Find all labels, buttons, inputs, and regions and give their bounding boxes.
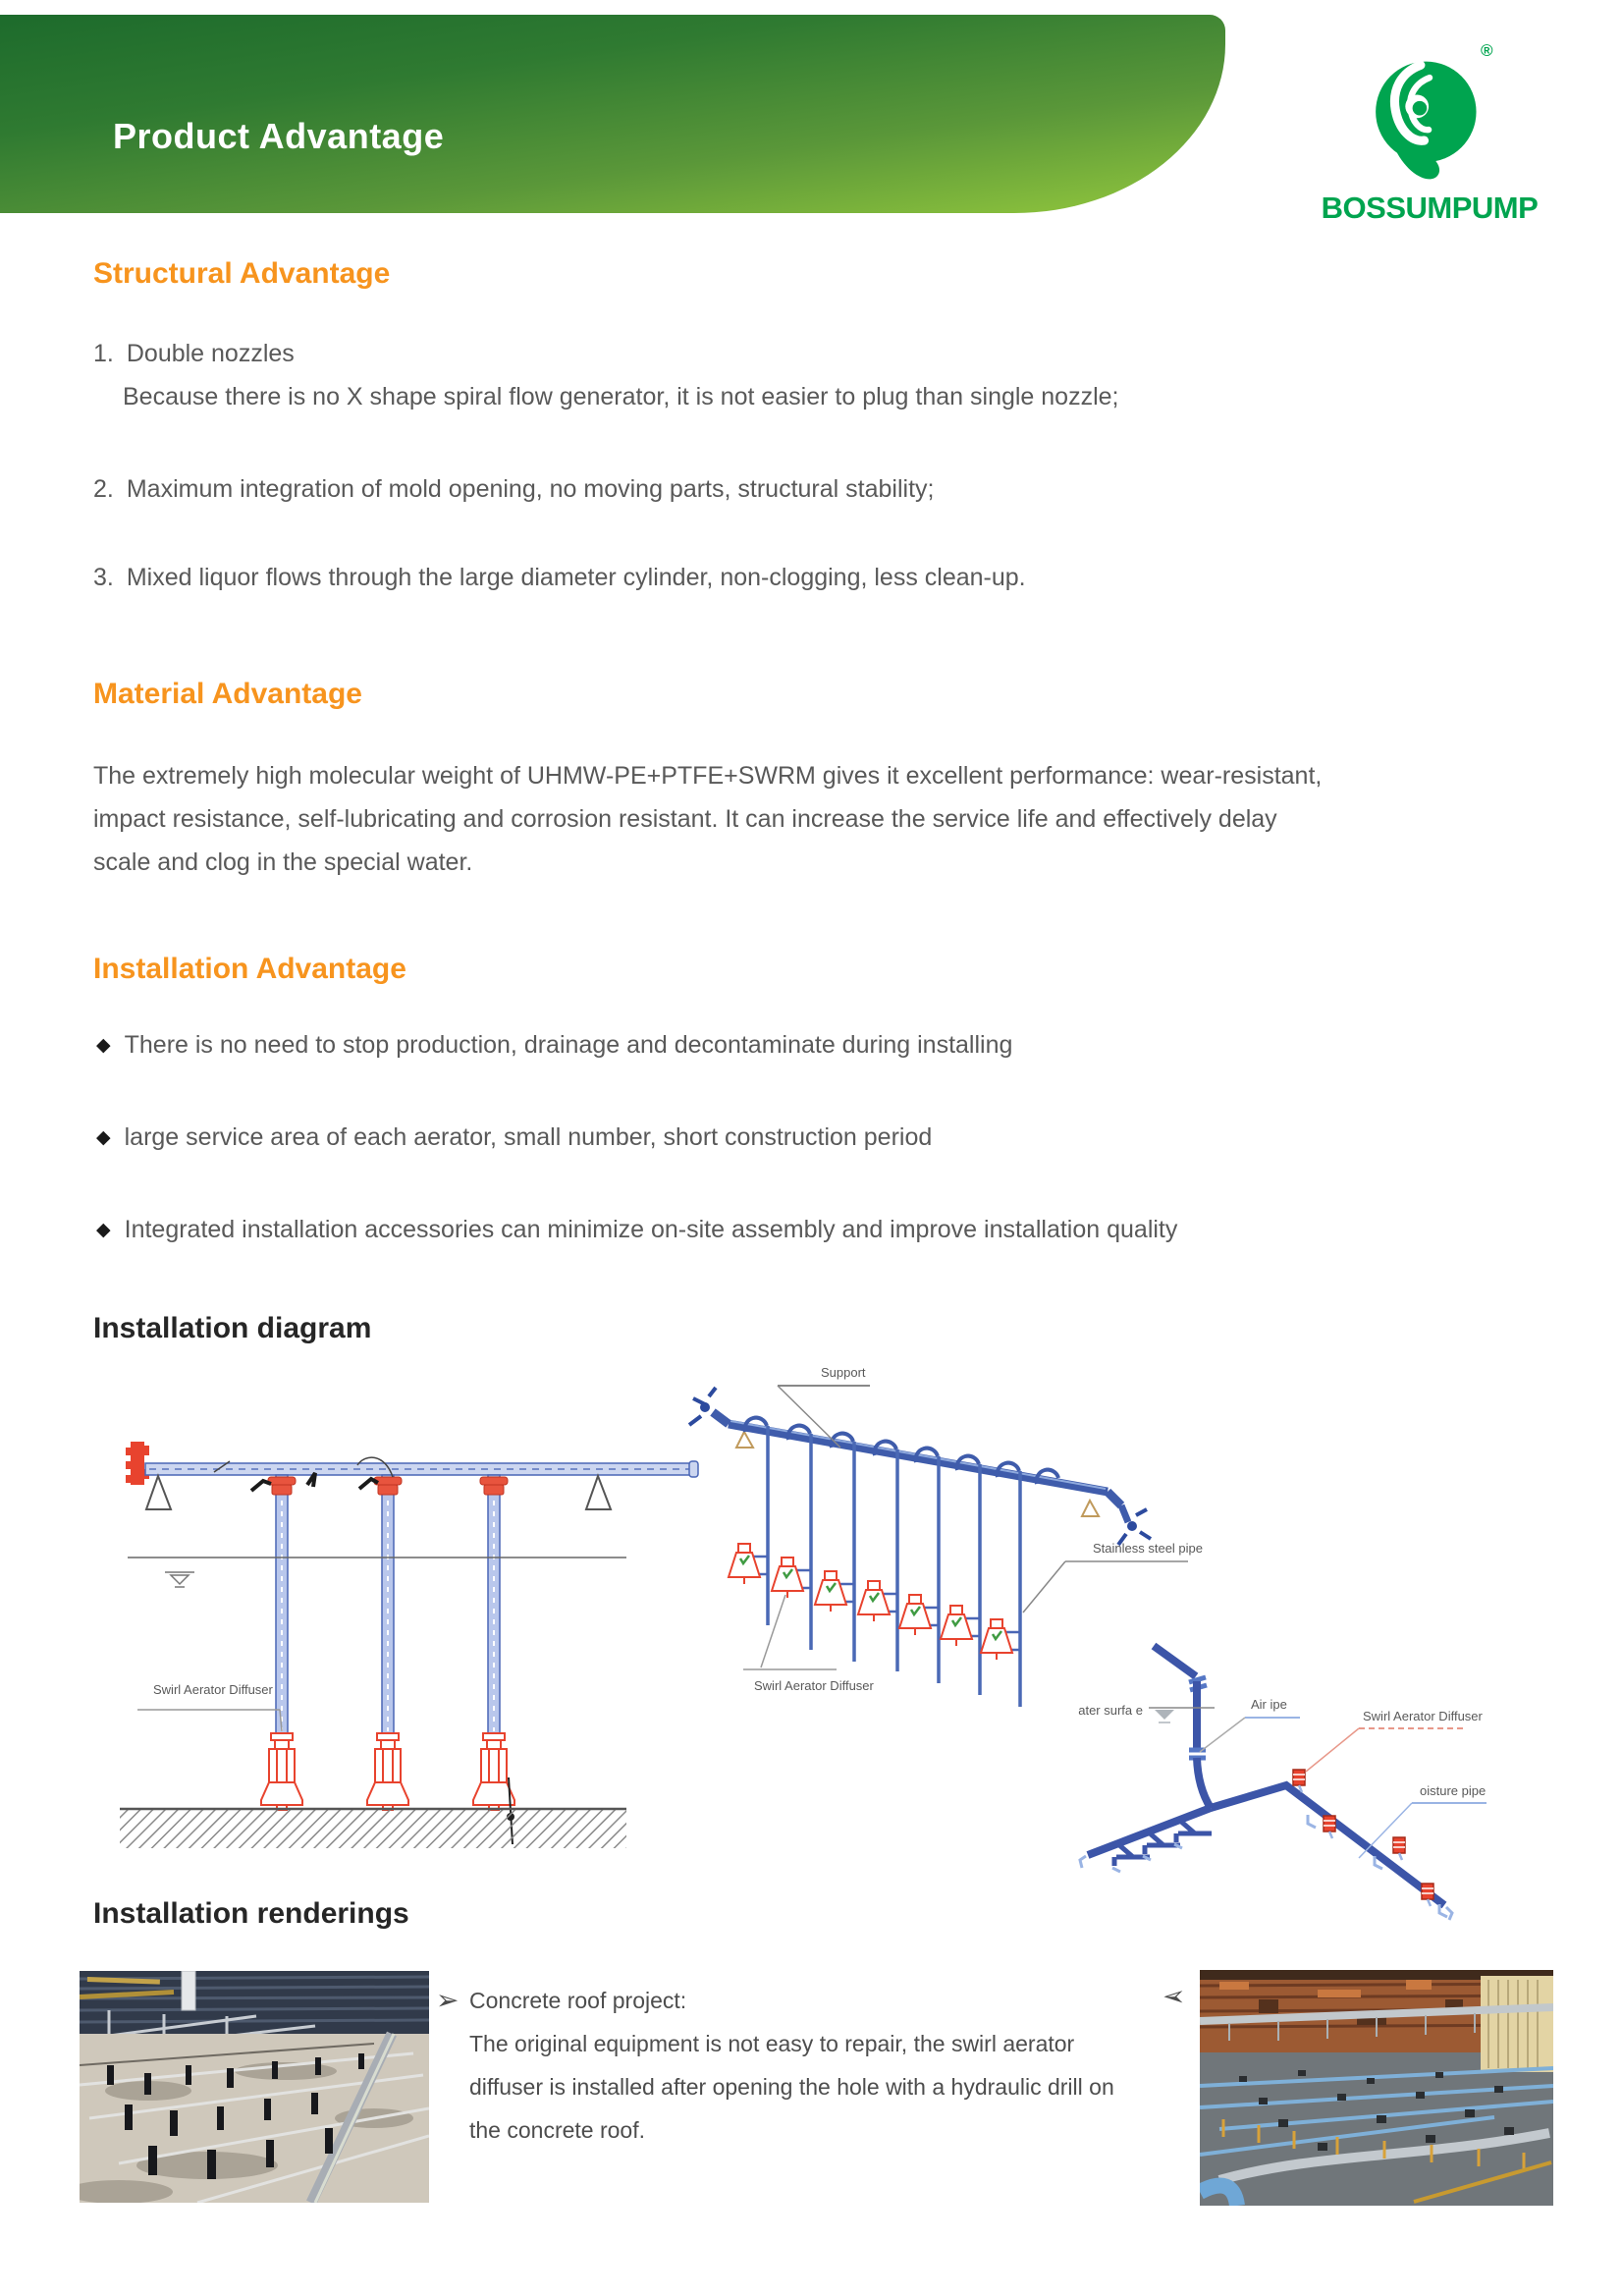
- support-triangle: [586, 1476, 611, 1509]
- heading-installation-diagram: Installation diagram: [93, 1312, 372, 1344]
- item-number: 3.: [93, 564, 114, 591]
- bossumpump-logo-icon: [1367, 35, 1492, 185]
- swirl-diffuser: [473, 1733, 514, 1810]
- item-number: 2.: [93, 475, 114, 503]
- swirl-diffuser: [772, 1558, 803, 1598]
- branch-manifold: [1080, 1646, 1452, 1920]
- pipe-end-cap: [689, 1461, 698, 1477]
- slanted-main-pipe: [729, 1424, 1108, 1492]
- swirl-diffuser: [941, 1606, 972, 1646]
- label-swirl-aerator-diffuser: Swirl Aerator Diffuser: [1363, 1709, 1483, 1723]
- ground-hatch: [120, 1809, 626, 1848]
- support-triangle: [146, 1476, 171, 1509]
- swirl-diffuser: [981, 1619, 1012, 1660]
- drop-pipes: [276, 1475, 500, 1733]
- item-text: Mixed liquor flows through the large diameter cylinder, non-clogging, less clean-up.: [126, 564, 1026, 591]
- swirl-diffuser: [261, 1733, 302, 1810]
- heading-installation-renderings: Installation renderings: [93, 1897, 409, 1930]
- note-text: The original equipment is not easy to repair, the swirl aerator: [469, 2031, 1075, 2056]
- mini-diffuser: [1393, 1837, 1405, 1860]
- header-banner: [0, 15, 1225, 213]
- swirl-diffuser: [815, 1571, 846, 1612]
- registered-mark: ®: [1481, 41, 1493, 60]
- bullet-text: Integrated installation accessories can minimize on-site assembly and improve installation quality: [124, 1216, 1178, 1243]
- bullet-text: large service area of each aerator, small number, short construction period: [124, 1123, 933, 1151]
- item-text: Double nozzles: [126, 340, 295, 367]
- pipe-collars: [268, 1477, 508, 1495]
- swirl-diffuser: [729, 1544, 760, 1584]
- anchor-triangle: [1082, 1501, 1099, 1516]
- swirl-diffuser: [858, 1581, 890, 1621]
- swirl-diffuser: [899, 1595, 931, 1635]
- heading-structural-advantage: Structural Advantage: [93, 257, 391, 290]
- swirl-diffuser: [367, 1733, 408, 1810]
- item-text: Because there is no X shape spiral flow generator, it is not easier to plug than single nozzle;: [123, 383, 1119, 410]
- label-moisture-pipe: oisture pipe: [1420, 1783, 1487, 1798]
- diamond-bullet-icon: ◆: [96, 1127, 111, 1148]
- bullet-item: [96, 1216, 1177, 1244]
- valve-left: [689, 1388, 729, 1425]
- valve-right: [1108, 1492, 1151, 1545]
- diamond-bullet-icon: ◆: [96, 1035, 111, 1056]
- pointer-arrow-icon: ➢: [436, 1985, 460, 2015]
- label-swirl-aerator-diffuser: Swirl Aerator Diffuser: [754, 1678, 874, 1693]
- note-title: Concrete roof project:: [469, 1988, 687, 2013]
- heading-installation-advantage: Installation Advantage: [93, 953, 406, 985]
- label-support: Support: [821, 1365, 866, 1380]
- photo-concrete-roof: [80, 1971, 429, 2203]
- list-item: [93, 475, 934, 504]
- water-symbol: [165, 1572, 194, 1587]
- label-swirl-aerator-diffuser: Swirl Aerator Diffuser: [153, 1682, 273, 1697]
- anchor-triangle: [736, 1432, 753, 1448]
- bullet-item: [96, 1123, 932, 1152]
- label-air-pipe: Air ipe: [1251, 1697, 1287, 1712]
- mini-diffuser: [1324, 1816, 1335, 1838]
- list-item: [93, 340, 295, 368]
- brand-name: BOSSUMPUMP: [1321, 191, 1539, 225]
- paragraph-line: impact resistance, self-lubricating and corrosion resistant. It can increase the service life and effectively delay: [93, 805, 1277, 833]
- item-text: Maximum integration of mold opening, no moving parts, structural stability;: [126, 475, 935, 503]
- mini-diffuser: [1422, 1884, 1433, 1906]
- paragraph-line: scale and clog in the special water.: [93, 848, 473, 876]
- bullet-item: [96, 1031, 1012, 1060]
- diamond-bullet-icon: ◆: [96, 1220, 111, 1240]
- photo-treatment-plant: [1200, 1970, 1553, 2206]
- label-water-surface: ater surfa e: [1078, 1703, 1143, 1718]
- pointer-arrow-left-icon: ➢: [1162, 1981, 1186, 2011]
- list-item: [93, 564, 1026, 592]
- installation-diagram-figure: [69, 1355, 1622, 1930]
- water-surface-symbol: [1155, 1710, 1174, 1720]
- paragraph-line: The extremely high molecular weight of UHMW-PE+PTFE+SWRM gives it excellent performance: wear-resistant,: [93, 762, 1323, 790]
- label-stainless-steel-pipe: Stainless steel pipe: [1093, 1541, 1204, 1556]
- heading-material-advantage: Material Advantage: [93, 678, 362, 710]
- note-text: diffuser is installed after opening the hole with a hydraulic drill on: [469, 2074, 1114, 2100]
- bullet-text: There is no need to stop production, drainage and decontaminate during installing: [124, 1031, 1013, 1059]
- page-title: Product Advantage: [113, 116, 445, 156]
- item-number: 1.: [93, 340, 114, 367]
- note-text: the concrete roof.: [469, 2117, 645, 2143]
